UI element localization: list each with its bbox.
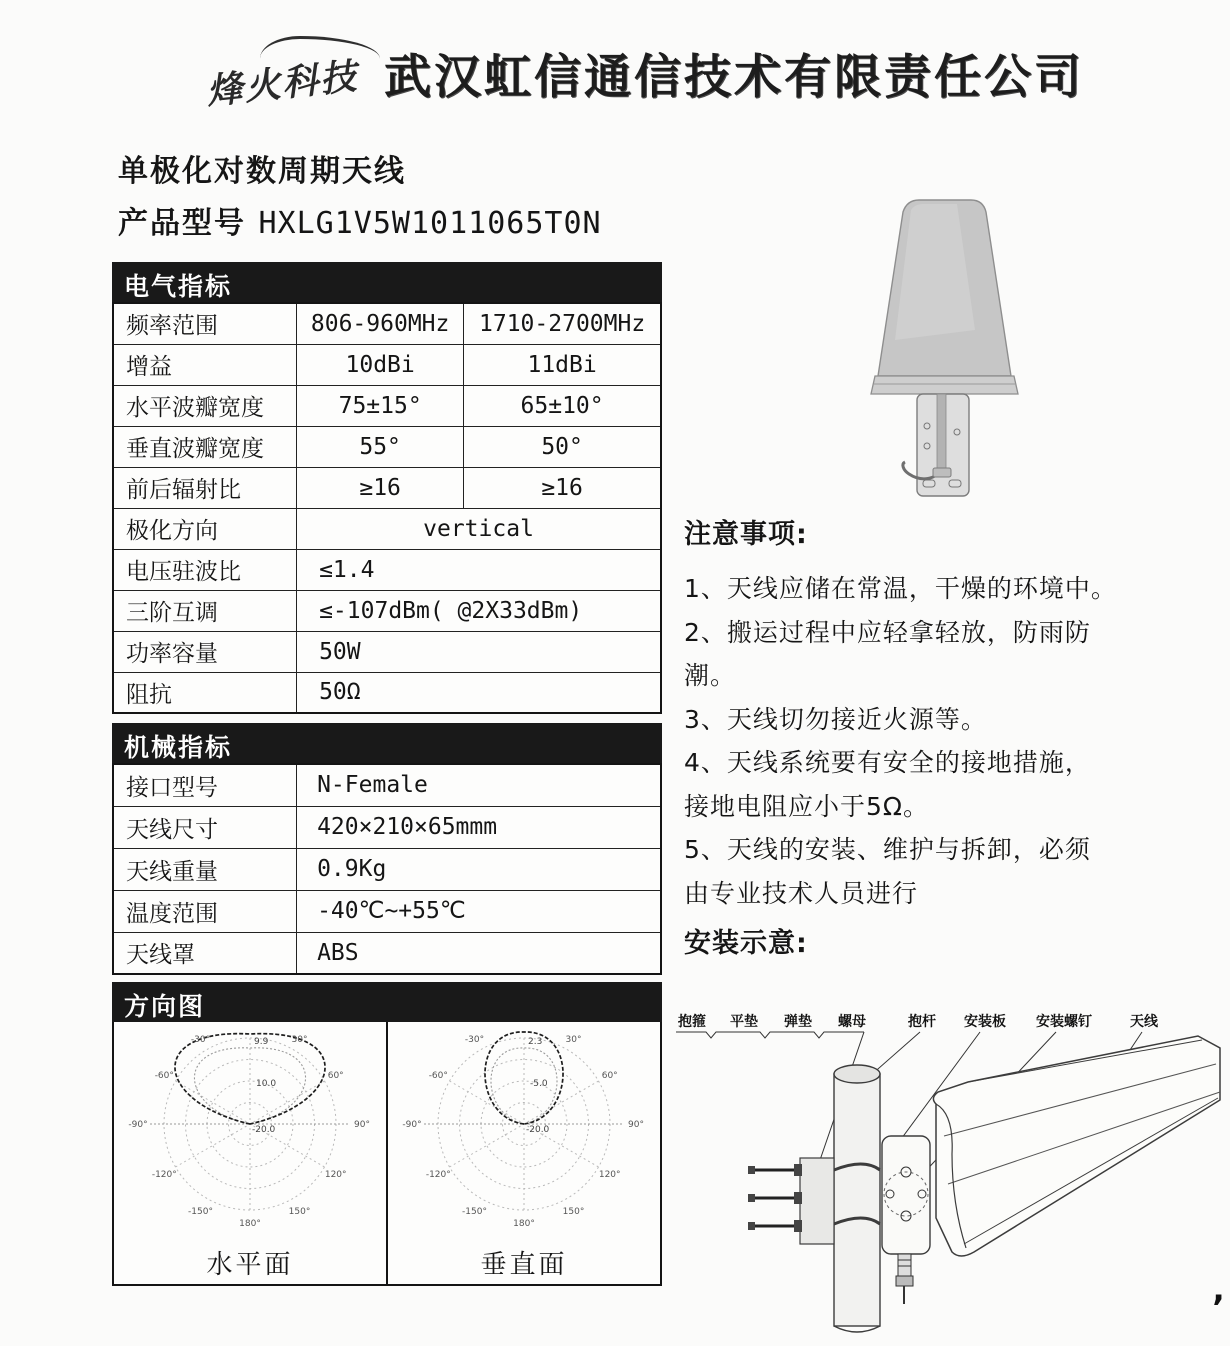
spec-value: 10dBi xyxy=(297,344,464,385)
spec-value: ≥16 xyxy=(464,467,661,508)
ring-value-label: -5.0 xyxy=(530,1079,548,1089)
part-label-antenna: 天线 xyxy=(1130,1014,1158,1030)
spec-label: 频率范围 xyxy=(113,303,297,344)
ring-value-label: 10.0 xyxy=(256,1079,277,1089)
svg-text:-30°: -30° xyxy=(190,1035,211,1045)
peak-value-label: 9.9 xyxy=(254,1037,269,1047)
part-label-flat-washer: 平垫 xyxy=(730,1014,758,1030)
peak-value-label: 2.3 xyxy=(528,1037,543,1047)
note-line: 4、天线系统要有安全的接地措施， xyxy=(684,748,1091,777)
notes-heading: 注意事项: xyxy=(684,519,808,550)
spec-value: 420×210×65mmm xyxy=(297,806,661,848)
table-row xyxy=(113,764,661,806)
spec-label: 功率容量 xyxy=(113,631,297,672)
spec-label: 电压驻波比 xyxy=(113,549,297,590)
spec-label: 垂直波瓣宽度 xyxy=(113,426,297,467)
note-line: 潮。 xyxy=(684,661,737,690)
spec-value: N-Female xyxy=(297,764,661,806)
svg-text:-60°: -60° xyxy=(428,1071,448,1081)
spec-value: 11dBi xyxy=(464,344,661,385)
part-label-nut: 螺母 xyxy=(838,1014,866,1030)
pattern-section-header: 方向图 xyxy=(112,982,662,1022)
svg-text:150°: 150° xyxy=(288,1207,311,1217)
part-label-mount-plate: 安装板 xyxy=(964,1014,1006,1030)
vertical-pattern-cell xyxy=(388,1022,660,1284)
svg-text:-90°: -90° xyxy=(128,1120,148,1130)
pole xyxy=(834,1065,880,1332)
table-row xyxy=(113,467,661,508)
note-line: 1、天线应储在常温，干燥的环境中。 xyxy=(684,574,1117,603)
table-row xyxy=(113,344,661,385)
spec-label: 阻抗 xyxy=(113,672,297,713)
svg-text:-150°: -150° xyxy=(462,1207,487,1217)
antenna-product-image xyxy=(825,180,1135,510)
part-label-spring-washer: 弹垫 xyxy=(784,1014,812,1030)
spec-value: -40℃~+55℃ xyxy=(297,890,661,932)
spec-label: 前后辐射比 xyxy=(113,467,297,508)
svg-text:-90°: -90° xyxy=(402,1120,422,1130)
notes-section xyxy=(684,512,1230,960)
spec-label: 天线重量 xyxy=(113,848,297,890)
spec-value: ≤-107dBm( @2X33dBm) xyxy=(297,590,661,631)
antenna-body xyxy=(933,1036,1220,1256)
spec-value: 65±10° xyxy=(464,385,661,426)
svg-text:-150°: -150° xyxy=(188,1207,213,1217)
note-line: 由专业技术人员进行 xyxy=(684,878,919,908)
spec-value: 806-960MHz xyxy=(297,303,464,344)
horizontal-pattern-cell xyxy=(114,1022,388,1284)
product-model-line xyxy=(118,198,602,242)
horizontal-polar-chart xyxy=(114,1022,386,1238)
table-row xyxy=(113,426,661,467)
svg-text:180°: 180° xyxy=(239,1219,261,1229)
center-value-label: -20.0 xyxy=(252,1125,276,1135)
spec-label: 天线尺寸 xyxy=(113,806,297,848)
spec-value: 50° xyxy=(464,426,661,467)
spec-value: ABS xyxy=(297,932,661,974)
table-row xyxy=(113,385,661,426)
spec-value: 50Ω xyxy=(297,672,661,713)
spec-label: 天线罩 xyxy=(113,932,297,974)
spec-label: 接口型号 xyxy=(113,764,297,806)
connector xyxy=(933,468,951,477)
spec-value: 1710-2700MHz xyxy=(464,303,661,344)
table-row xyxy=(113,631,661,672)
svg-text:60°: 60° xyxy=(327,1071,344,1081)
table-row xyxy=(113,549,661,590)
spec-value: ≤1.4 xyxy=(297,549,661,590)
svg-text:30°: 30° xyxy=(565,1035,582,1045)
svg-text:-120°: -120° xyxy=(425,1170,451,1180)
note-line: 2、搬运过程中应轻拿轻放，防雨防 xyxy=(684,617,1091,647)
table-row xyxy=(113,890,661,932)
svg-text:150°: 150° xyxy=(562,1207,585,1217)
mount-plate xyxy=(882,1136,930,1254)
antenna-skirt xyxy=(871,376,1018,394)
svg-text:-30°: -30° xyxy=(464,1035,485,1045)
svg-text:30°: 30° xyxy=(291,1035,308,1045)
installation-diagram xyxy=(668,1008,1230,1346)
table-row xyxy=(113,806,661,848)
mechanical-table xyxy=(112,763,662,975)
main-lobe-trace xyxy=(485,1032,563,1124)
spec-value: ≥16 xyxy=(297,467,464,508)
model-label: 产品型号 xyxy=(118,206,246,241)
table-row xyxy=(113,848,661,890)
table-row xyxy=(113,932,661,974)
part-label-clamp: 抱箍 xyxy=(678,1014,706,1030)
table-row xyxy=(113,590,661,631)
spec-label: 三阶互调 xyxy=(113,590,297,631)
feed-rod xyxy=(937,394,946,468)
horizontal-plane-caption: 水平面 xyxy=(206,1250,294,1280)
logo-text: 烽火科技 xyxy=(204,56,361,113)
spec-value: 50W xyxy=(297,631,661,672)
spec-value: vertical xyxy=(297,508,661,549)
spec-label: 增益 xyxy=(113,344,297,385)
svg-text:120°: 120° xyxy=(598,1170,621,1180)
install-heading: 安装示意: xyxy=(684,928,808,959)
feed-connector xyxy=(896,1254,913,1304)
note-line: 接地电阻应小于5Ω。 xyxy=(684,791,930,821)
svg-text:-120°: -120° xyxy=(151,1170,177,1180)
pattern-plots xyxy=(112,1022,662,1286)
center-value-label: -20.0 xyxy=(526,1125,550,1135)
note-line: 5、天线的安装、维护与拆卸，必须 xyxy=(684,835,1091,864)
ink-mark: ’ xyxy=(1212,1288,1225,1328)
svg-text:120°: 120° xyxy=(324,1170,347,1180)
vertical-polar-chart xyxy=(388,1022,660,1238)
spec-label: 温度范围 xyxy=(113,890,297,932)
spec-value: 0.9Kg xyxy=(297,848,661,890)
part-label-pole: 抱杆 xyxy=(908,1014,936,1030)
svg-text:90°: 90° xyxy=(354,1120,370,1130)
part-label-mount-screw: 安装螺钉 xyxy=(1036,1014,1092,1030)
svg-text:60°: 60° xyxy=(601,1071,618,1081)
electrical-section-header: 电气指标 xyxy=(112,262,662,302)
svg-text:90°: 90° xyxy=(628,1120,644,1130)
electrical-table xyxy=(112,302,662,714)
svg-text:-60°: -60° xyxy=(154,1071,174,1081)
vertical-plane-caption: 垂直面 xyxy=(480,1250,568,1280)
spec-value: 55° xyxy=(297,426,464,467)
spec-label: 极化方向 xyxy=(113,508,297,549)
table-row xyxy=(113,508,661,549)
spec-value: 75±15° xyxy=(297,385,464,426)
company-name: 武汉虹信通信技术有限责任公司 xyxy=(384,50,1084,105)
spec-label: 水平波瓣宽度 xyxy=(113,385,297,426)
table-row xyxy=(113,672,661,713)
product-title: 单极化对数周期天线 xyxy=(118,154,406,189)
model-number: HXLG1V5W1011065T0N xyxy=(258,206,602,241)
company-logo xyxy=(206,34,386,114)
note-line: 3、天线切勿接近火源等。 xyxy=(684,704,987,734)
svg-text:180°: 180° xyxy=(513,1219,535,1229)
spec-column xyxy=(112,262,662,1286)
table-row xyxy=(113,303,661,344)
mechanical-section-header: 机械指标 xyxy=(112,723,662,763)
